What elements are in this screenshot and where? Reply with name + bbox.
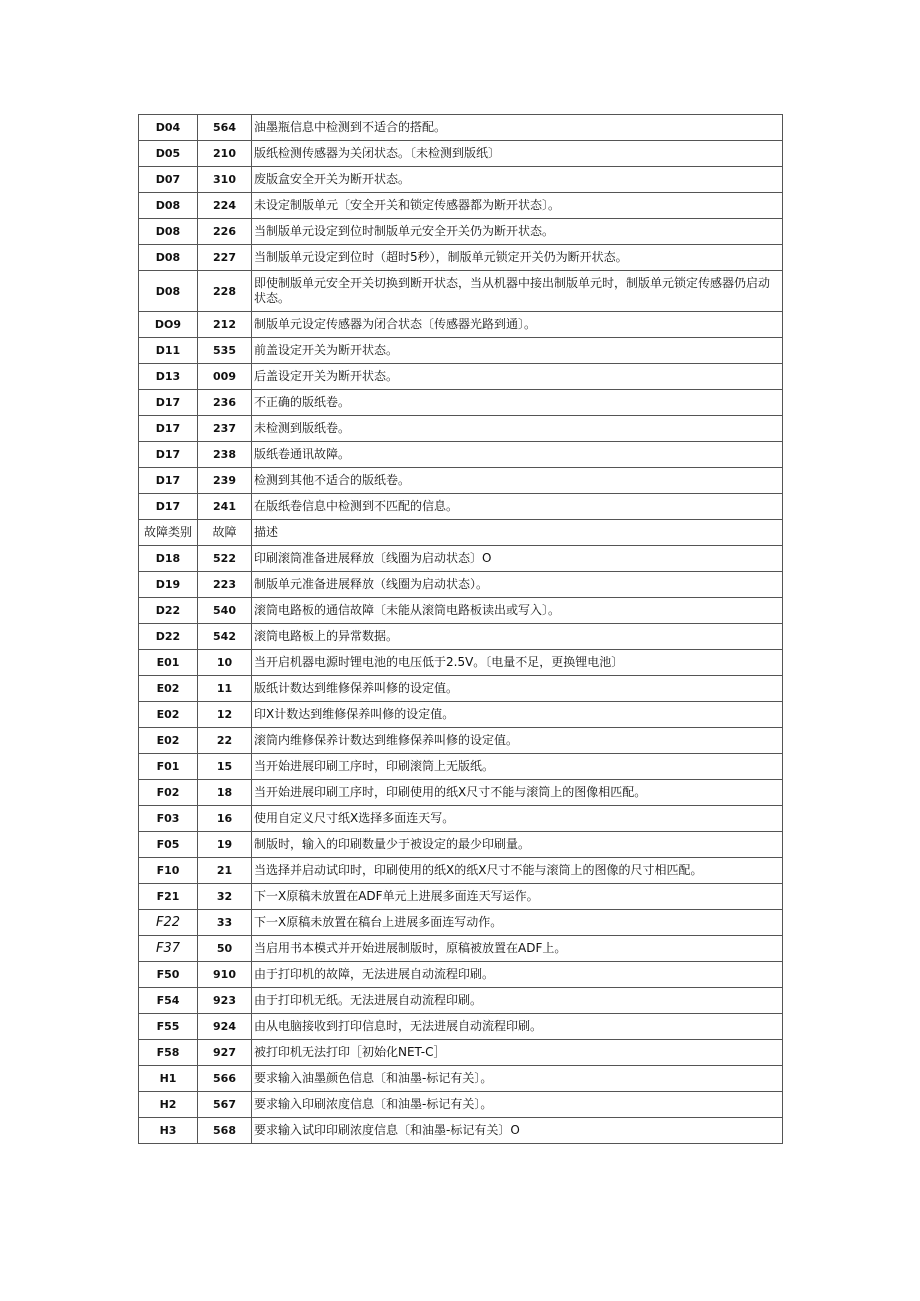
fault-code-cell: 224 <box>198 193 252 219</box>
fault-category-cell: D17 <box>139 494 198 520</box>
fault-code-cell: 15 <box>198 754 252 780</box>
fault-code-cell: 32 <box>198 884 252 910</box>
fault-code-cell: 540 <box>198 598 252 624</box>
table-row <box>139 364 783 390</box>
fault-description-cell: 下一X原稿未放置在ADF单元上进展多面连天写运作。 <box>252 884 783 910</box>
table-row <box>139 167 783 193</box>
fault-category-cell: D18 <box>139 546 198 572</box>
table-row <box>139 468 783 494</box>
table-row <box>139 245 783 271</box>
fault-description-cell: 由于打印机无纸。无法进展自动流程印刷。 <box>252 988 783 1014</box>
table-row <box>139 141 783 167</box>
fault-description-cell: 下一X原稿未放置在稿台上进展多面连写动作。 <box>252 910 783 936</box>
fault-description-cell: 不正确的版纸卷。 <box>252 390 783 416</box>
fault-category-cell: F54 <box>139 988 198 1014</box>
fault-code-cell: 210 <box>198 141 252 167</box>
fault-code-cell: 923 <box>198 988 252 1014</box>
fault-description-cell: 制版单元准备进展释放（线圈为启动状态）。 <box>252 572 783 598</box>
fault-description-cell: 在版纸卷信息中检测到不匹配的信息。 <box>252 494 783 520</box>
table-row <box>139 572 783 598</box>
table-row <box>139 416 783 442</box>
fault-description-cell: 当制版单元设定到位时（超时5秒），制版单元锁定开关仍为断开状态。 <box>252 245 783 271</box>
fault-category-cell: F50 <box>139 962 198 988</box>
fault-description-cell: 当选择并启动试印时，印刷使用的纸X的纸X尺寸不能与滚筒上的图像的尺寸相匹配。 <box>252 858 783 884</box>
table-row <box>139 494 783 520</box>
fault-category-cell: 故障类别 <box>139 520 198 546</box>
fault-category-cell: D08 <box>139 245 198 271</box>
table-row <box>139 271 783 312</box>
fault-description-cell: 版纸卷通讯故障。 <box>252 442 783 468</box>
fault-description-cell: 要求输入油墨颜色信息〔和油墨-标记有关〕。 <box>252 1066 783 1092</box>
fault-code-cell: 18 <box>198 780 252 806</box>
fault-description-cell: 要求输入试印印刷浓度信息〔和油墨-标记有关〕O <box>252 1118 783 1144</box>
fault-description-cell: 当开启机器电源时锂电池的电压低于2.5V。〔电量不足，更换锂电池〕 <box>252 650 783 676</box>
fault-category-cell: D17 <box>139 442 198 468</box>
table-header-row <box>139 520 783 546</box>
fault-category-cell: F55 <box>139 1014 198 1040</box>
fault-category-cell: D22 <box>139 598 198 624</box>
fault-description-cell: 未检测到版纸卷。 <box>252 416 783 442</box>
table-row <box>139 546 783 572</box>
fault-category-cell: H1 <box>139 1066 198 1092</box>
fault-description-cell: 印刷滚筒准备进展释放〔线圈为启动状态〕O <box>252 546 783 572</box>
fault-category-cell: D07 <box>139 167 198 193</box>
fault-code-cell: 009 <box>198 364 252 390</box>
fault-code-cell: 228 <box>198 271 252 312</box>
fault-description-cell: 废版盒安全开关为断开状态。 <box>252 167 783 193</box>
fault-code-cell: 568 <box>198 1118 252 1144</box>
fault-category-cell: F37 <box>139 936 198 962</box>
table-row <box>139 884 783 910</box>
fault-code-cell: 535 <box>198 338 252 364</box>
table-row <box>139 728 783 754</box>
fault-table-body <box>139 115 783 1144</box>
fault-description-cell: 前盖设定开关为断开状态。 <box>252 338 783 364</box>
fault-code-cell: 564 <box>198 115 252 141</box>
fault-category-cell: F21 <box>139 884 198 910</box>
table-row <box>139 650 783 676</box>
table-row <box>139 754 783 780</box>
fault-category-cell: F03 <box>139 806 198 832</box>
fault-category-cell: D22 <box>139 624 198 650</box>
fault-code-table <box>138 114 783 1144</box>
table-row <box>139 1092 783 1118</box>
fault-category-cell: H2 <box>139 1092 198 1118</box>
table-row <box>139 676 783 702</box>
table-row <box>139 115 783 141</box>
fault-code-cell: 226 <box>198 219 252 245</box>
table-row <box>139 962 783 988</box>
fault-description-cell: 当开始进展印刷工序时，印刷使用的纸X尺寸不能与滚筒上的图像相匹配。 <box>252 780 783 806</box>
fault-category-cell: E02 <box>139 728 198 754</box>
fault-description-cell: 检测到其他不适合的版纸卷。 <box>252 468 783 494</box>
fault-category-cell: E02 <box>139 702 198 728</box>
fault-description-cell: 制版单元设定传感器为闭合状态〔传感器光路到通〕。 <box>252 312 783 338</box>
fault-category-cell: D08 <box>139 219 198 245</box>
fault-description-cell: 滚筒电路板上的异常数据。 <box>252 624 783 650</box>
table-row <box>139 1040 783 1066</box>
fault-description-cell: 由从电脑接收到打印信息时，无法进展自动流程印刷。 <box>252 1014 783 1040</box>
fault-code-cell: 33 <box>198 910 252 936</box>
fault-category-cell: D04 <box>139 115 198 141</box>
table-row <box>139 832 783 858</box>
table-row <box>139 219 783 245</box>
fault-code-cell: 22 <box>198 728 252 754</box>
fault-description-cell: 滚筒电路板的通信故障〔未能从滚筒电路板读出或写入〕。 <box>252 598 783 624</box>
fault-description-cell: 由于打印机的故障，无法进展自动流程印刷。 <box>252 962 783 988</box>
table-row <box>139 312 783 338</box>
fault-category-cell: F05 <box>139 832 198 858</box>
fault-code-cell: 237 <box>198 416 252 442</box>
fault-category-cell: F01 <box>139 754 198 780</box>
table-row <box>139 988 783 1014</box>
fault-code-cell: 567 <box>198 1092 252 1118</box>
fault-code-cell: 16 <box>198 806 252 832</box>
fault-code-cell: 566 <box>198 1066 252 1092</box>
table-row <box>139 442 783 468</box>
fault-category-cell: E01 <box>139 650 198 676</box>
fault-description-cell: 制版时，输入的印刷数量少于被设定的最少印刷量。 <box>252 832 783 858</box>
table-row <box>139 780 783 806</box>
table-row <box>139 390 783 416</box>
fault-description-cell: 未设定制版单元〔安全开关和锁定传感器都为断开状态〕。 <box>252 193 783 219</box>
fault-code-cell: 11 <box>198 676 252 702</box>
fault-description-cell: 即使制版单元安全开关切换到断开状态，当从机器中接出制版单元时，制版单元锁定传感器仍启动状态。 <box>252 271 783 312</box>
fault-code-cell: 12 <box>198 702 252 728</box>
fault-category-cell: D08 <box>139 193 198 219</box>
fault-category-cell: D17 <box>139 416 198 442</box>
fault-description-cell: 使用自定义尺寸纸X选择多面连天写。 <box>252 806 783 832</box>
fault-code-cell: 238 <box>198 442 252 468</box>
fault-category-cell: E02 <box>139 676 198 702</box>
fault-category-cell: D11 <box>139 338 198 364</box>
table-row <box>139 858 783 884</box>
fault-description-cell: 油墨瓶信息中检测到不适合的搭配。 <box>252 115 783 141</box>
fault-category-cell: F02 <box>139 780 198 806</box>
fault-code-cell: 故障 <box>198 520 252 546</box>
fault-code-cell: 910 <box>198 962 252 988</box>
fault-description-cell: 要求输入印刷浓度信息〔和油墨-标记有关〕。 <box>252 1092 783 1118</box>
fault-category-cell: D13 <box>139 364 198 390</box>
table-row <box>139 806 783 832</box>
fault-code-cell: 50 <box>198 936 252 962</box>
fault-category-cell: DO9 <box>139 312 198 338</box>
table-row <box>139 624 783 650</box>
table-row <box>139 193 783 219</box>
fault-description-cell: 当制版单元设定到位时制版单元安全开关仍为断开状态。 <box>252 219 783 245</box>
fault-description-cell: 印X计数达到维修保养叫修的设定值。 <box>252 702 783 728</box>
fault-description-cell: 后盖设定开关为断开状态。 <box>252 364 783 390</box>
fault-code-cell: 927 <box>198 1040 252 1066</box>
fault-description-cell: 版纸计数达到维修保养叫修的设定值。 <box>252 676 783 702</box>
fault-description-cell: 当开始进展印刷工序时，印刷滚筒上无版纸。 <box>252 754 783 780</box>
fault-category-cell: D17 <box>139 390 198 416</box>
table-row <box>139 910 783 936</box>
fault-code-cell: 21 <box>198 858 252 884</box>
table-row <box>139 338 783 364</box>
fault-code-cell: 924 <box>198 1014 252 1040</box>
table-row <box>139 598 783 624</box>
fault-code-cell: 227 <box>198 245 252 271</box>
fault-code-cell: 542 <box>198 624 252 650</box>
fault-description-cell: 描述 <box>252 520 783 546</box>
fault-category-cell: F58 <box>139 1040 198 1066</box>
table-row <box>139 1118 783 1144</box>
fault-category-cell: F22 <box>139 910 198 936</box>
fault-code-cell: 10 <box>198 650 252 676</box>
fault-category-cell: D08 <box>139 271 198 312</box>
fault-description-cell: 当启用书本模式并开始进展制版时，原稿被放置在ADF上。 <box>252 936 783 962</box>
fault-category-cell: H3 <box>139 1118 198 1144</box>
table-row <box>139 702 783 728</box>
table-row <box>139 1066 783 1092</box>
fault-category-cell: D17 <box>139 468 198 494</box>
fault-category-cell: D19 <box>139 572 198 598</box>
fault-code-cell: 212 <box>198 312 252 338</box>
fault-code-cell: 223 <box>198 572 252 598</box>
fault-code-cell: 522 <box>198 546 252 572</box>
fault-description-cell: 滚筒内维修保养计数达到维修保养叫修的设定值。 <box>252 728 783 754</box>
fault-code-cell: 310 <box>198 167 252 193</box>
fault-code-cell: 241 <box>198 494 252 520</box>
fault-code-cell: 236 <box>198 390 252 416</box>
table-row <box>139 1014 783 1040</box>
fault-description-cell: 版纸检测传感器为关闭状态。〔未检测到版纸〕 <box>252 141 783 167</box>
fault-category-cell: D05 <box>139 141 198 167</box>
fault-code-cell: 19 <box>198 832 252 858</box>
fault-category-cell: F10 <box>139 858 198 884</box>
fault-description-cell: 被打印机无法打印［初始化NET-C］ <box>252 1040 783 1066</box>
table-row <box>139 936 783 962</box>
fault-code-cell: 239 <box>198 468 252 494</box>
